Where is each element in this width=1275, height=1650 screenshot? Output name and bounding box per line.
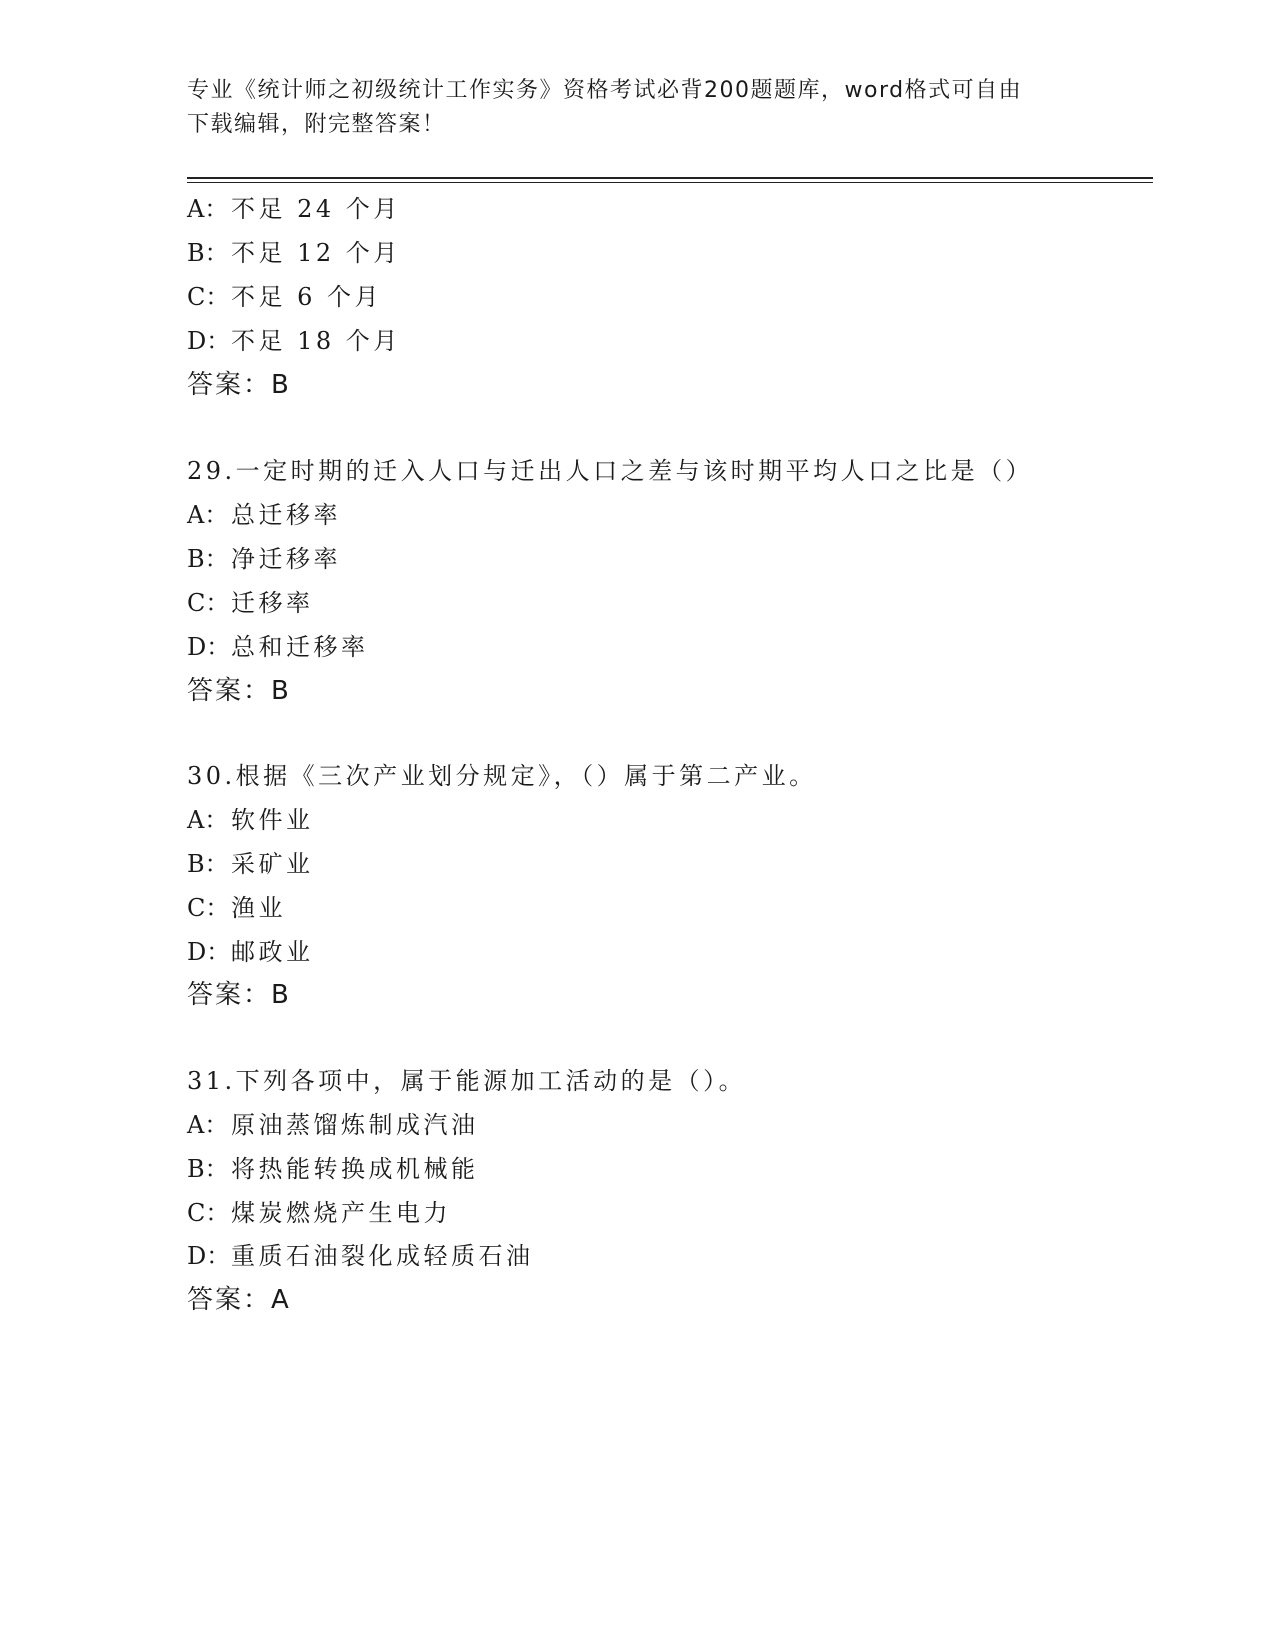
q31-option-b: B：将热能转换成机械能: [187, 1155, 479, 1183]
q29-option-d: D：总和迁移率: [187, 633, 369, 661]
header-divider-thick: [187, 177, 1153, 179]
q30-stem: 30.根据《三次产业划分规定》，（）属于第二产业。: [187, 762, 817, 790]
q28-answer: 答案：B: [187, 370, 291, 400]
q28-option-b: B：不足 12 个月: [187, 239, 401, 267]
q29-option-c: C：迁移率: [187, 589, 314, 617]
q30-option-d: D：邮政业: [187, 938, 314, 966]
q30-answer: 答案：B: [187, 980, 291, 1010]
q30-option-b: B：采矿业: [187, 850, 314, 878]
q31-option-c: C：煤炭燃烧产生电力: [187, 1199, 451, 1227]
header-divider-thin: [187, 182, 1153, 183]
q30-option-c: C：渔业: [187, 894, 286, 922]
q28-option-a: A： 不足 24 个月: [187, 195, 401, 223]
q31-stem: 31.下列各项中，属于能源加工活动的是（）。: [187, 1067, 747, 1095]
header-line-1: 专业《统计师之初级统计工作实务》资格考试必背200题题库，word格式可自由: [187, 78, 1023, 103]
document-header: [187, 74, 1067, 142]
q28-option-d: D：不足 18 个月: [187, 327, 401, 355]
q29-answer: 答案：B: [187, 676, 291, 706]
q31-answer: 答案：A: [187, 1285, 291, 1315]
q29-option-b: B：净迁移率: [187, 545, 341, 573]
q31-option-d: D：重质石油裂化成轻质石油: [187, 1242, 534, 1270]
q29-stem: 29.一定时期的迁入人口与迁出人口之差与该时期平均人口之比是（）: [187, 457, 1034, 485]
q31-option-a: A： 原油蒸馏炼制成汽油: [187, 1111, 479, 1139]
q30-option-a: A： 软件业: [187, 806, 314, 834]
q28-option-c: C：不足 6 个月: [187, 283, 383, 311]
q29-option-a: A： 总迁移率: [187, 501, 341, 529]
header-line-2: 下载编辑，附完整答案！: [187, 112, 446, 137]
